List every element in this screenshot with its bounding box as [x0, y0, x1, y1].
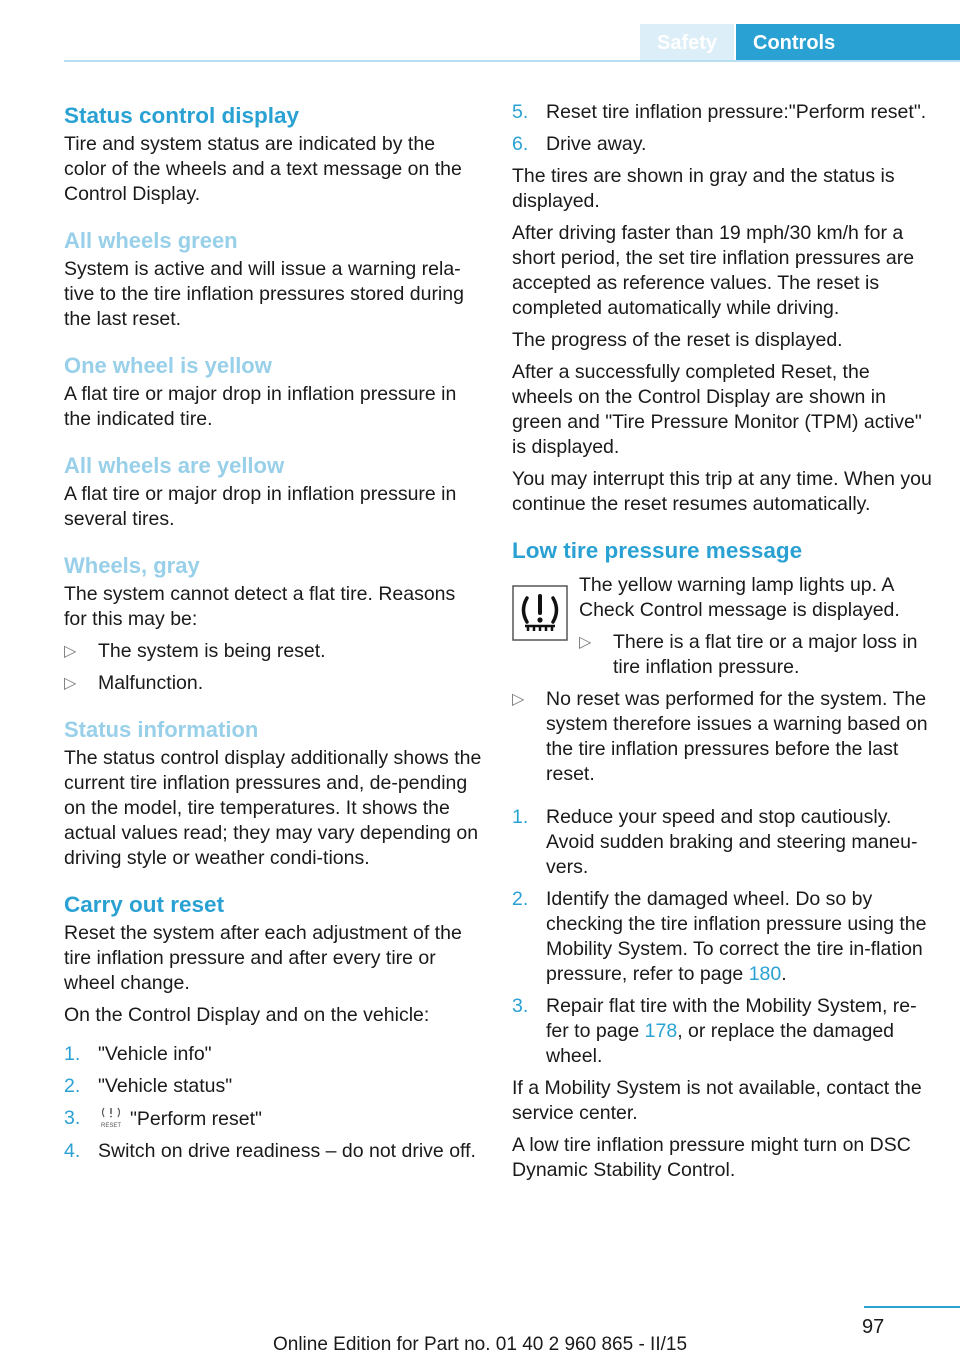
para-tires-gray: The tires are shown in gray and the status is displayed.: [512, 165, 895, 212]
warning-text: The yellow warning lamp lights up. A Check Control message is displayed.: [579, 574, 900, 621]
triangle-bullet-icon: ▷: [512, 691, 525, 708]
list-item: 1. "Vehicle info": [64, 1043, 212, 1065]
para-progress: The progress of the reset is displayed.: [512, 329, 843, 351]
list-item: ▷ Malfunction.: [64, 672, 204, 694]
list-item: 2. Identify the damaged wheel. Do so by checking the tire inflation pressure using the Mobility System. To correct the tire in‐flation pressure, refer to page 180.: [512, 888, 927, 985]
page-header: [0, 0, 960, 62]
list-item: 3. RESET "Perform reset": [64, 1107, 262, 1130]
list-item: ▷ No reset was performed for the system. The system therefore issues a warning based on the tire inflation pressures before the last reset.: [512, 688, 928, 785]
edition-text: Online Edition for Part no. 01 40 2 960 865 - II/15: [272, 1334, 688, 1355]
no-reset-bullets: [512, 687, 932, 787]
list-item: 1. Reduce your speed and stop cautiously. Avoid sudden braking and steering maneu‐vers.: [512, 806, 918, 878]
page-number: 97: [862, 1316, 885, 1338]
list-item: 5. Reset tire inflation pressure:"Perform reset".: [512, 101, 927, 123]
para-reset-complete: After a successfully completed Reset, the wheels on the Control Display are shown in green and "Tire Pressure Monitor (TPM) active" is displayed.: [512, 361, 922, 458]
left-column: [64, 100, 482, 1171]
reset-text-1: Reset the system after each adjustment of the tire inflation pressure and after every tire or wheel change.: [64, 922, 462, 994]
gray-reasons-list: [64, 639, 482, 696]
list-item: 4. Switch on drive readiness – do not drive off.: [64, 1140, 476, 1162]
all-green-text: System is active and will issue a warning rela‐tive to the tire inflation pressures stored during the last reset.: [64, 258, 464, 330]
heading-carry-out-reset: Carry out reset: [64, 892, 225, 917]
tab-controls[interactable]: Controls: [736, 24, 960, 62]
para-dsc: A low tire inflation pressure might turn on DSC Dynamic Stability Control.: [512, 1134, 911, 1181]
heading-wheels-gray: Wheels, gray: [64, 553, 200, 578]
all-yellow-text: A flat tire or major drop in inflation pressure in several tires.: [64, 483, 457, 530]
list-item: 2. "Vehicle status": [64, 1075, 233, 1097]
list-item: 3. Repair flat tire with the Mobility System, re‐fer to page 178, or replace the damaged wheel.: [512, 995, 917, 1067]
para-interrupt: You may interrupt this trip at any time. When you continue the reset resumes automatically.: [512, 468, 932, 515]
reset-text-2: On the Control Display and on the vehicle:: [64, 1004, 430, 1026]
reset-steps-continued: [512, 100, 932, 157]
one-yellow-text: A flat tire or major drop in inflation pressure in the indicated tire.: [64, 383, 457, 430]
wheels-gray-text: The system cannot detect a flat tire. Reasons for this may be:: [64, 583, 456, 630]
page-link-178[interactable]: 178: [644, 1020, 678, 1042]
tire-pressure-warning-icon: [512, 585, 568, 641]
triangle-bullet-icon: ▷: [64, 643, 77, 660]
svg-text:RESET: RESET: [100, 1123, 122, 1129]
warning-block: [512, 573, 932, 680]
flat-tire-steps: [512, 805, 932, 1069]
heading-all-green: All wheels green: [64, 228, 238, 253]
heading-all-yellow: All wheels are yellow: [64, 453, 285, 478]
para-driving-faster: After driving faster than 19 mph/30 km/h for a short period, the set tire inflation pressures are accepted as reference values. The reset is completed automatically while driving.: [512, 222, 915, 319]
tab-safety[interactable]: Safety: [640, 24, 734, 62]
right-column: [512, 100, 932, 1190]
heading-status-info: Status information: [64, 717, 259, 742]
heading-one-yellow: One wheel is yellow: [64, 353, 272, 378]
para-mobility-unavailable: If a Mobility System is not available, contact the service center.: [512, 1077, 922, 1124]
status-control-text: Tire and system status are indicated by the color of the wheels and a text message on the Control Display.: [64, 133, 462, 205]
page-link-180[interactable]: 180: [748, 963, 782, 985]
list-item: ▷ The system is being reset.: [64, 640, 326, 662]
header-rule: [64, 60, 960, 62]
list-item: 6. Drive away.: [512, 133, 647, 155]
warning-bullets: [579, 630, 932, 680]
footer-rule: [864, 1306, 960, 1308]
triangle-bullet-icon: ▷: [64, 675, 77, 692]
reset-icon: [98, 1106, 124, 1131]
triangle-bullet-icon: ▷: [579, 634, 592, 651]
status-info-text: The status control display additionally shows the current tire inflation pressures and, de‐pending on the model, tire temperatures. It shows the actual values read; they may vary depending on driving style or weather condi‐tions.: [64, 747, 482, 869]
reset-steps: [64, 1042, 482, 1164]
heading-status-control: Status control display: [64, 103, 300, 128]
list-item: ▷ There is a flat tire or a major loss in tire inflation pressure.: [579, 631, 918, 678]
heading-low-pressure: Low tire pressure message: [512, 538, 803, 563]
